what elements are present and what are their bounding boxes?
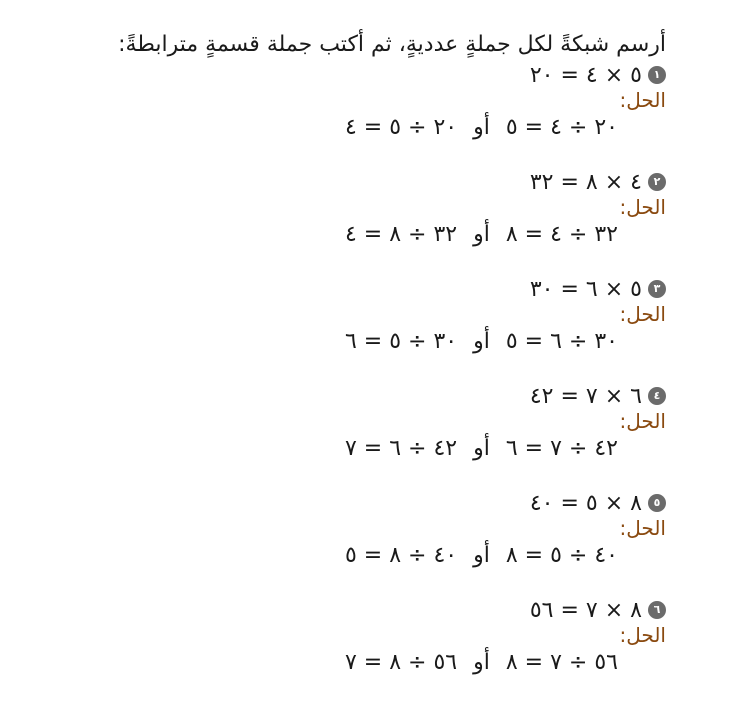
problem-5 (246, 488, 666, 588)
instruction-text: أرسم شبكةً لكل جملةٍ عدديةٍ، ثم أكتب جملة قسمةٍ مترابطةً: (118, 32, 666, 57)
answer-equation-a: ٣٠ ÷ ٦ = ٥ (505, 328, 618, 354)
problem-4 (246, 381, 666, 481)
or-word: أو (473, 221, 490, 247)
answer-equation-b: ٣٠ ÷ ٥ = ٦ (344, 328, 458, 354)
answer-line (345, 540, 618, 570)
answer-line (345, 433, 618, 463)
solution-label: الحل: (619, 623, 666, 647)
solution-label: الحل: (619, 88, 666, 112)
question-equation: ٥ × ٦ = ٣٠ (529, 276, 642, 302)
number-badge: ٦ (648, 601, 666, 619)
number-badge: ١ (648, 66, 666, 84)
answer-equation-a: ٤٢ ÷ ٧ = ٦ (505, 435, 618, 461)
answer-equation-a: ٣٢ ÷ ٤ = ٨ (505, 221, 618, 247)
answer-line (345, 647, 618, 677)
problem-6 (246, 595, 666, 695)
problem-1 (246, 60, 666, 160)
answer-equation-a: ٥٦ ÷ ٧ = ٨ (505, 649, 618, 675)
or-word: أو (473, 114, 490, 140)
answer-equation-b: ٣٢ ÷ ٨ = ٤ (344, 221, 458, 247)
question-equation: ٥ × ٤ = ٢٠ (529, 62, 642, 88)
or-word: أو (473, 542, 490, 568)
answer-equation-a: ٢٠ ÷ ٤ = ٥ (505, 114, 618, 140)
solution-label: الحل: (619, 516, 666, 540)
answer-equation-b: ٥٦ ÷ ٨ = ٧ (344, 649, 458, 675)
answer-line (345, 112, 618, 142)
number-badge: ٣ (648, 280, 666, 298)
problem-3 (246, 274, 666, 374)
answer-line (345, 326, 618, 356)
question-equation: ٤ × ٨ = ٣٢ (529, 169, 642, 195)
answer-equation-b: ٢٠ ÷ ٥ = ٤ (344, 114, 458, 140)
or-word: أو (473, 435, 490, 461)
question-equation: ٦ × ٧ = ٤٢ (529, 383, 642, 409)
solution-label: الحل: (619, 195, 666, 219)
solution-label: الحل: (619, 302, 666, 326)
answer-equation-a: ٤٠ ÷ ٥ = ٨ (505, 542, 618, 568)
number-badge: ٤ (648, 387, 666, 405)
solution-label: الحل: (619, 409, 666, 433)
or-word: أو (473, 328, 490, 354)
answer-line (345, 219, 618, 249)
or-word: أو (473, 649, 490, 675)
problem-2 (246, 167, 666, 267)
answer-equation-b: ٤٠ ÷ ٨ = ٥ (344, 542, 458, 568)
question-equation: ٨ × ٧ = ٥٦ (529, 597, 642, 623)
number-badge: ٥ (648, 494, 666, 512)
answer-equation-b: ٤٢ ÷ ٦ = ٧ (344, 435, 458, 461)
number-badge: ٢ (648, 173, 666, 191)
question-equation: ٨ × ٥ = ٤٠ (529, 490, 642, 516)
